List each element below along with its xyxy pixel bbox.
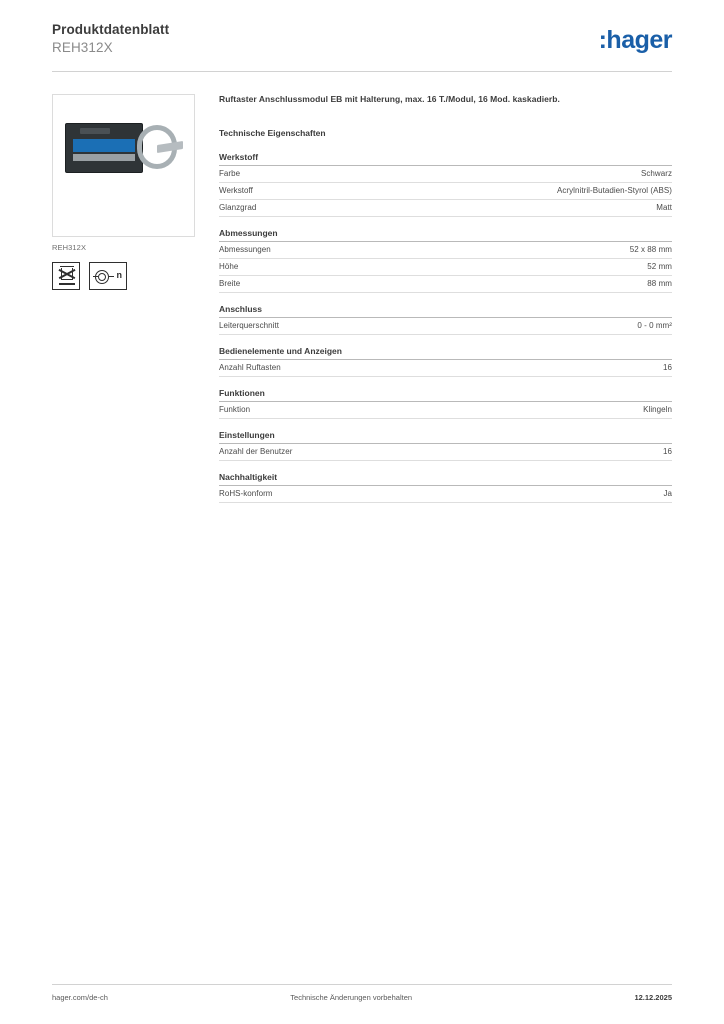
- product-image-device-screen: [73, 139, 135, 152]
- weee-icon-bar: [59, 283, 75, 285]
- spec-label: Höhe: [219, 262, 239, 272]
- spec-label: Farbe: [219, 169, 241, 179]
- china-rohs-icon-inner: [98, 273, 106, 281]
- spec-row: [219, 402, 672, 419]
- weee-icon: [52, 262, 80, 290]
- spec-label: Breite: [219, 279, 241, 289]
- product-reference: REH312X: [52, 39, 113, 55]
- page-content: [52, 94, 672, 514]
- spec-group: [219, 388, 672, 419]
- spec-group-title: Anschluss: [219, 304, 672, 318]
- spec-group: [219, 346, 672, 377]
- spec-row: [219, 276, 672, 293]
- spec-value: Ja: [663, 489, 672, 499]
- product-media-column: [52, 94, 197, 514]
- spec-value: 0 - 0 mm²: [637, 321, 672, 331]
- spec-row: [219, 318, 672, 335]
- spec-label: Abmessungen: [219, 245, 271, 255]
- specifications-column: [219, 94, 672, 514]
- header-divider: [52, 71, 672, 72]
- spec-value: Matt: [656, 203, 672, 213]
- page-header: [52, 0, 672, 57]
- footer-date: 12.12.2025: [634, 993, 672, 1002]
- product-image-device: [65, 123, 143, 173]
- spec-row: [219, 242, 672, 259]
- spec-value: 16: [663, 363, 672, 373]
- china-rohs-icon-arrow-left: [93, 276, 98, 278]
- spec-row: [219, 444, 672, 461]
- spec-row: [219, 360, 672, 377]
- spec-group: [219, 472, 672, 503]
- footer-website-link[interactable]: hager.com/de-ch: [52, 993, 108, 1002]
- spec-group-title: Werkstoff: [219, 152, 672, 166]
- spec-row: [219, 259, 672, 276]
- specs-section-title: Technische Eigenschaften: [219, 127, 326, 138]
- spec-value: 88 mm: [647, 279, 672, 289]
- spec-group: [219, 228, 672, 293]
- spec-row: [219, 183, 672, 200]
- spec-label: RoHS-konform: [219, 489, 273, 499]
- title-block: [52, 22, 169, 57]
- spec-value: Schwarz: [640, 169, 672, 179]
- spec-value: 16: [663, 447, 672, 457]
- china-rohs-icon: [89, 262, 127, 290]
- spec-group-title: Funktionen: [219, 388, 672, 402]
- product-image: [52, 94, 195, 237]
- product-description: Ruftaster Anschlussmodul EB mit Halterung, max. 16 T./Modul, 16 Mod. kaskadierb.: [219, 93, 560, 104]
- spec-value: Acrylnitril-Butadien-Styrol (ABS): [556, 186, 672, 196]
- spec-row: [219, 486, 672, 503]
- footer-divider: [52, 984, 672, 985]
- footer-disclaimer: Technische Änderungen vorbehalten: [290, 993, 413, 1002]
- spec-label: Leiterquerschnitt: [219, 321, 279, 331]
- spec-group: [219, 304, 672, 335]
- product-image-bracket: [137, 125, 183, 163]
- hager-logo: :hager: [598, 26, 672, 54]
- spec-row: [219, 200, 672, 217]
- spec-label: Funktion: [219, 405, 251, 415]
- spec-value: 52 x 88 mm: [629, 245, 672, 255]
- spec-group: [219, 430, 672, 461]
- spec-value: Klingeln: [643, 405, 672, 415]
- page-footer: [52, 984, 672, 1002]
- specs-groups: [219, 152, 672, 503]
- china-rohs-icon-arrow-right: [109, 276, 114, 278]
- spec-group-title: Abmessungen: [219, 228, 672, 242]
- spec-group-title: Bedienelemente und Anzeigen: [219, 346, 672, 360]
- spec-label: Anzahl der Benutzer: [219, 447, 293, 457]
- product-image-device-top: [80, 128, 110, 134]
- spec-group-title: Nachhaltigkeit: [219, 472, 672, 486]
- product-image-device-panel: [73, 154, 135, 161]
- spec-label: Werkstoff: [219, 186, 253, 196]
- spec-group: [219, 152, 672, 217]
- spec-group-title: Einstellungen: [219, 430, 672, 444]
- page-title: Produktdatenblatt: [52, 22, 170, 37]
- product-image-caption: REH312X: [52, 242, 87, 252]
- spec-label: Anzahl Ruftasten: [219, 363, 281, 373]
- pictogram-row: [52, 262, 197, 290]
- spec-row: [219, 166, 672, 183]
- spec-value: 52 mm: [647, 262, 672, 272]
- china-rohs-icon-label: n: [116, 269, 122, 280]
- spec-label: Glanzgrad: [219, 203, 257, 213]
